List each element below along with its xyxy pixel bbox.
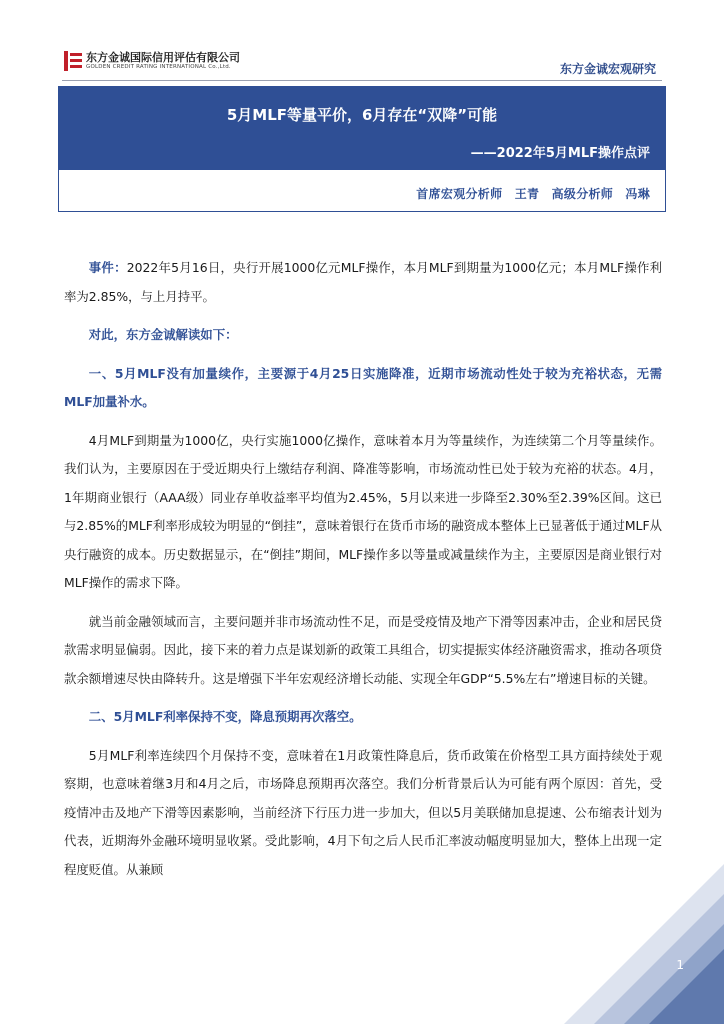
report-subtitle: ——2022年5月MLF操作点评 <box>470 146 650 161</box>
body-paragraph-2: 就当前金融领域而言，主要问题并非市场流动性不足，而是受疫情及地产下滑等因素冲击，企业和居民贷款需求明显偏弱。因此，接下来的着力点是谋划新的政策工具组合，切实提振实体经济融资需求，推动各项贷款余额增速尽快由降转升。这是增强下半年宏观经济增长动能、实现全年GDP“5.5%左右”增速目标的关键。 <box>64 613 662 686</box>
brand-label: 东方金诚宏观研究 <box>559 62 656 76</box>
title-banner <box>58 86 666 170</box>
section-heading-1: 一、5月MLF没有加量续作，主要源于4月25日实施降准，近期市场流动性处于较为充裕状态，无需MLF加量补水。 <box>64 365 662 409</box>
event-label: 事件： <box>88 260 127 275</box>
header-divider <box>62 80 662 81</box>
event-paragraph <box>64 254 662 311</box>
section-heading-2: 二、5月MLF利率保持不变，降息预期再次落空。 <box>88 709 362 724</box>
page-number: 1 <box>676 958 684 972</box>
company-name-en: GOLDEN CREDIT RATING INTERNATIONAL Co.,Ltd. <box>86 63 231 70</box>
body-paragraph-3: 5月MLF利率连续四个月保持不变，意味着在1月政策性降息后，货币政策在价格型工具方面持续处于观察期，也意味着继3月和4月之后，市场降息预期再次落空。我们分析背景后认为可能有两个原因：首先，受疫情冲击及地产下滑等因素影响，当前经济下行压力进一步加大，但以5月美联储加息提速、公布缩表计划为代表，近期海外金融环境明显收紧。受此影响，4月下旬之后人民币汇率波动幅度明显加大，整体上出现一定程度贬值。从兼顾 <box>64 747 662 877</box>
analyst-row <box>58 170 666 212</box>
report-body <box>64 254 662 894</box>
company-name-cn: 东方金诚国际信用评估有限公司 <box>86 50 240 64</box>
event-text: 2022年5月16日，央行开展1000亿元MLF操作，本月MLF到期量为1000亿元；本月MLF操作利率为2.85%，与上月持平。 <box>64 260 663 304</box>
company-logo <box>64 50 294 72</box>
corner-decoration <box>524 824 724 1024</box>
intro-line: 对此，东方金诚解读如下： <box>88 327 238 342</box>
report-title: 5月MLF等量平价，6月存在“双降”可能 <box>226 106 498 124</box>
logo-mark-icon <box>64 51 82 71</box>
analyst-names: 首席宏观分析师 王青 高级分析师 冯琳 <box>416 187 650 201</box>
corner-shapes-icon <box>524 824 724 1024</box>
body-paragraph-1: 4月MLF到期量为1000亿，央行实施1000亿操作，意味着本月为等量续作，为连续第二个月等量续作。我们认为，主要原因在于受近期央行上缴结存利润、降准等影响，市场流动性已处于较为充裕的状态。4月，1年期商业银行（AAA级）同业存单收益率平均值为2.45%，5月以来进一步降至2.30%至2.39%区间。这已与2.85%的MLF利率形成较为明显的“倒挂”，意味着银行在货币市场的融资成本整体上已显著低于通过MLF从央行融资的成本。历史数据显示，在“倒挂”期间，MLF操作多以等量或减量续作为主，主要原因是商业银行对MLF操作的需求下降。 <box>64 432 662 590</box>
